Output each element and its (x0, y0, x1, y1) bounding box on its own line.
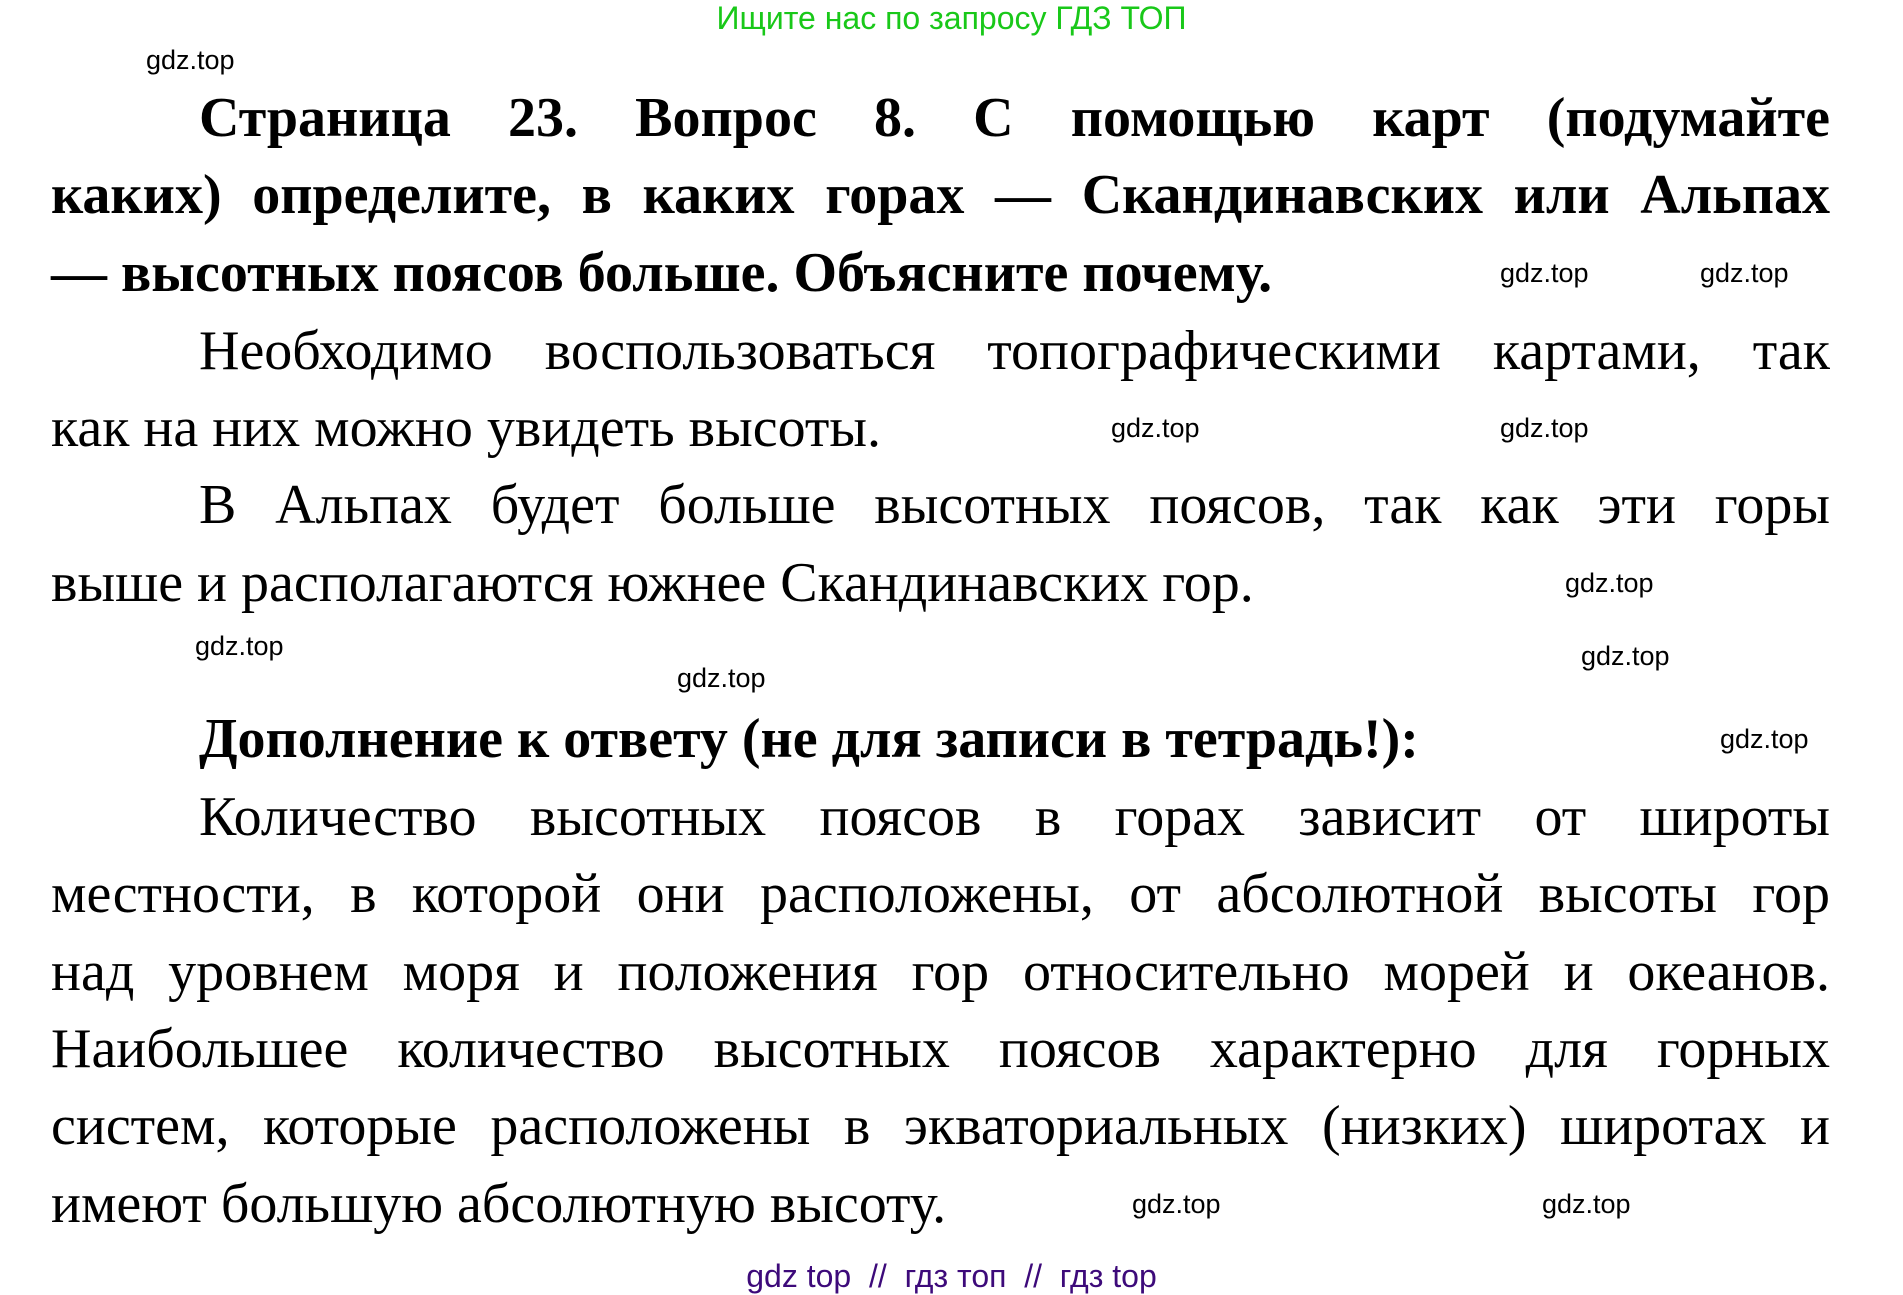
watermark: gdz.top (1565, 568, 1654, 598)
watermark: gdz.top (1500, 258, 1589, 288)
watermark: gdz.top (1500, 413, 1589, 443)
answer-p2-line-2: выше и располагаются южнее Скандинавских гор. (51, 552, 1254, 614)
supplement-line-1: Количество высотных поясов в горах зависит от широты (199, 786, 1830, 848)
watermark: gdz.top (1720, 724, 1809, 754)
watermark: gdz.top (1542, 1189, 1631, 1219)
supplement-line-4: Наибольшее количество высотных поясов характерно для горных (51, 1018, 1830, 1080)
supplement-heading: Дополнение к ответу (не для записи в тетрадь!): (199, 708, 1419, 770)
watermark: gdz.top (677, 663, 766, 693)
search-banner: Ищите нас по запросу ГДЗ ТОП (716, 0, 1187, 36)
supplement-line-2: местности, в которой они расположены, от абсолютной высоты гор (51, 863, 1830, 925)
watermark: gdz.top (1581, 641, 1670, 671)
answer-p1-line-2: как на них можно увидеть высоты. (51, 397, 881, 459)
supplement-line-6: имеют большую абсолютную высоту. (51, 1173, 947, 1235)
answer-p2-line-1: В Альпах будет больше высотных поясов, так как эти горы (199, 474, 1830, 536)
watermark: gdz.top (146, 45, 235, 75)
question-line-1: Страница 23. Вопрос 8. С помощью карт (подумайте (199, 87, 1830, 149)
watermark: gdz.top (195, 631, 284, 661)
footer-watermark: gdz top // гдз топ // гдз top (746, 1258, 1157, 1294)
watermark: gdz.top (1111, 413, 1200, 443)
question-line-3: — высотных поясов больше. Объясните почему. (51, 242, 1273, 304)
watermark: gdz.top (1700, 258, 1789, 288)
answer-p1-line-1: Необходимо воспользоваться топографическими картами, так (199, 320, 1830, 382)
supplement-line-5: систем, которые расположены в экваториальных (низких) широтах и (51, 1095, 1830, 1157)
watermark: gdz.top (1132, 1189, 1221, 1219)
supplement-line-3: над уровнем моря и положения гор относительно морей и океанов. (51, 941, 1830, 1003)
question-line-2: каких) определите, в каких горах — Скандинавских или Альпах (51, 164, 1830, 226)
